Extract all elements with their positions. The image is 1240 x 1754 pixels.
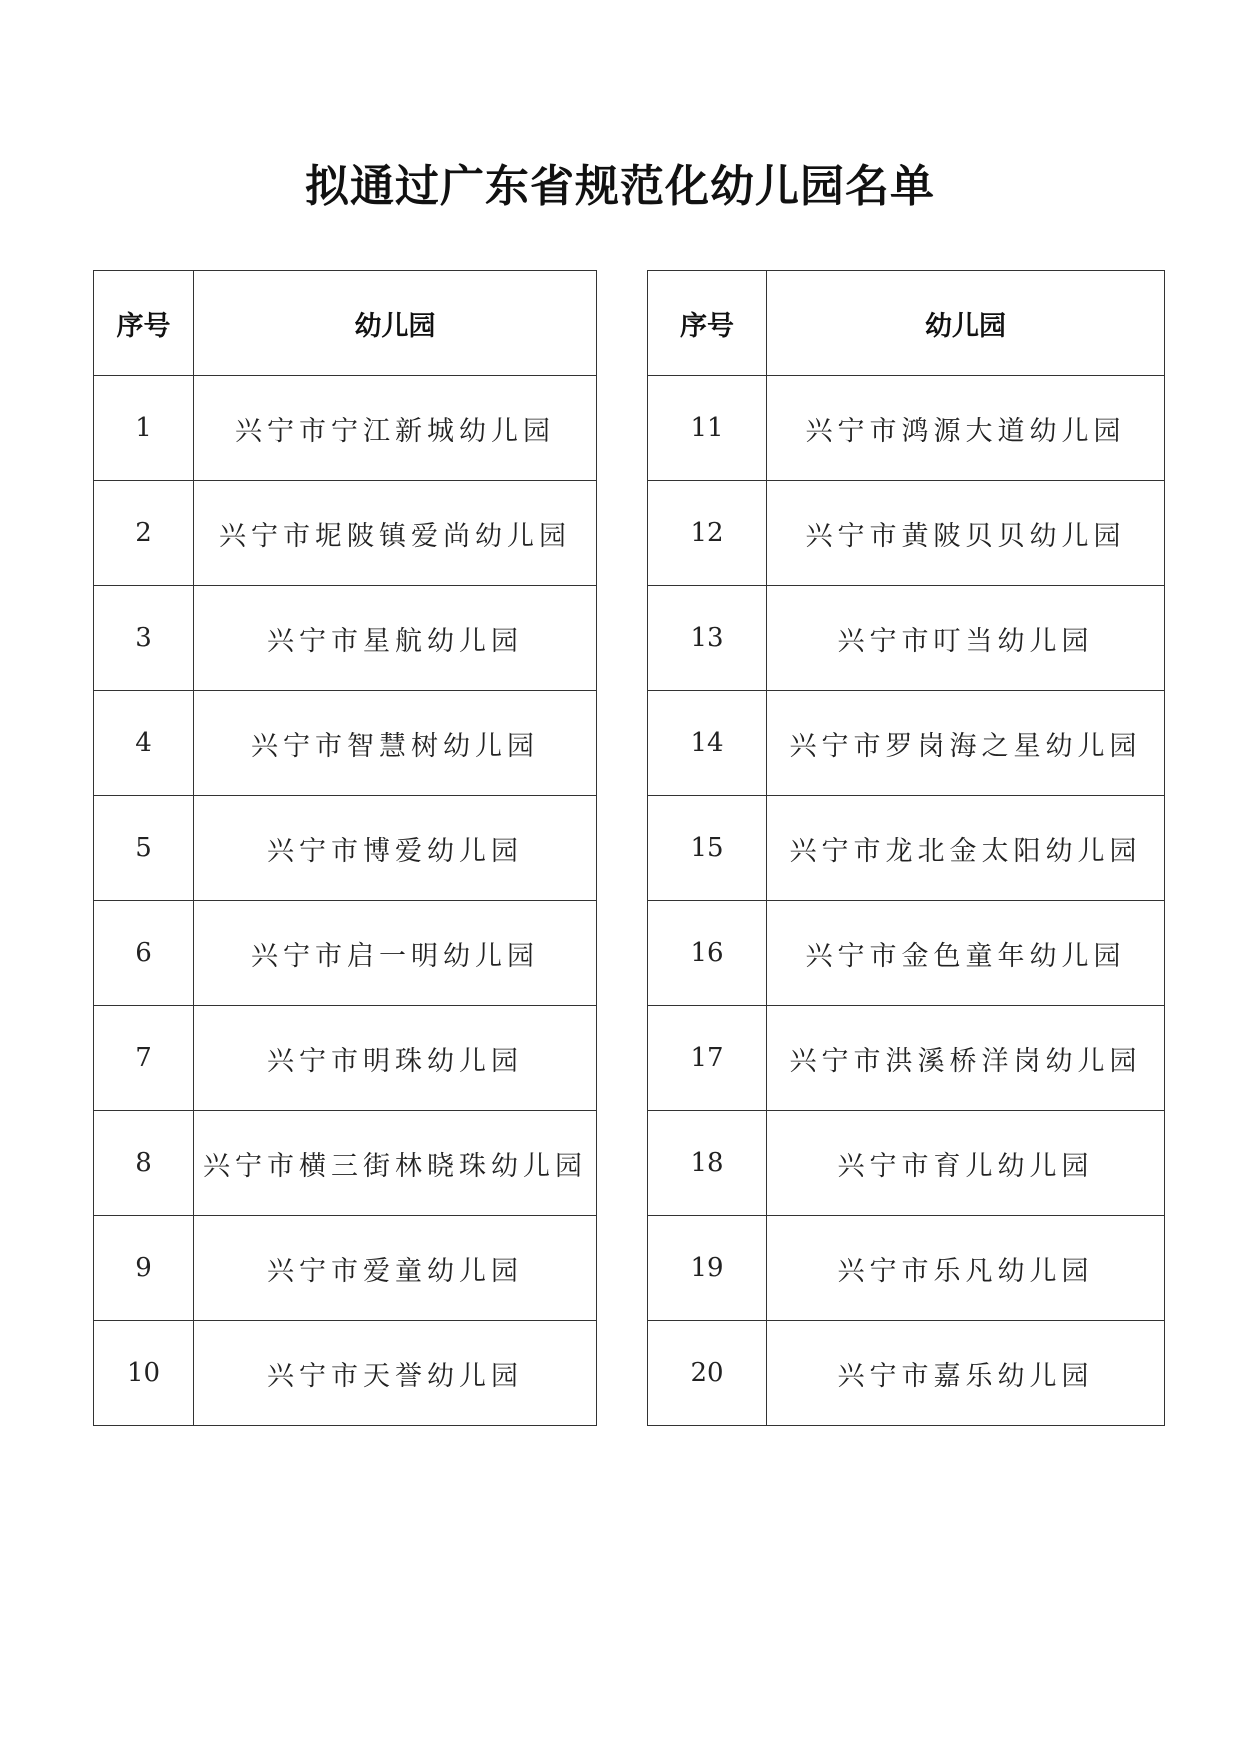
kindergarten-name: 兴宁市天誉幼儿园 xyxy=(194,1321,597,1426)
row-number: 14 xyxy=(648,691,767,796)
table-row xyxy=(648,796,1165,901)
table-row xyxy=(648,691,1165,796)
kindergarten-name: 兴宁市爱童幼儿园 xyxy=(194,1216,597,1321)
row-number: 1 xyxy=(94,376,194,481)
column-header-kindergarten: 幼儿园 xyxy=(767,271,1165,376)
table-row xyxy=(648,1216,1165,1321)
row-number: 20 xyxy=(648,1321,767,1426)
row-number: 10 xyxy=(94,1321,194,1426)
kindergarten-name: 兴宁市明珠幼儿园 xyxy=(194,1006,597,1111)
table-row xyxy=(94,901,597,1006)
row-number: 2 xyxy=(94,481,194,586)
table-row xyxy=(94,481,597,586)
table-row xyxy=(648,586,1165,691)
kindergarten-name: 兴宁市鸿源大道幼儿园 xyxy=(767,376,1165,481)
page-title: 拟通过广东省规范化幼儿园名单 xyxy=(305,161,935,212)
table-row xyxy=(648,1111,1165,1216)
kindergarten-name: 兴宁市智慧树幼儿园 xyxy=(194,691,597,796)
column-header-number: 序号 xyxy=(94,271,194,376)
row-number: 11 xyxy=(648,376,767,481)
kindergarten-name: 兴宁市龙北金太阳幼儿园 xyxy=(767,796,1165,901)
row-number: 15 xyxy=(648,796,767,901)
table-row xyxy=(94,1321,597,1426)
row-number: 5 xyxy=(94,796,194,901)
kindergarten-name: 兴宁市育儿幼儿园 xyxy=(767,1111,1165,1216)
row-number: 19 xyxy=(648,1216,767,1321)
kindergarten-name: 兴宁市乐凡幼儿园 xyxy=(767,1216,1165,1321)
table-row xyxy=(648,1321,1165,1426)
table-row xyxy=(94,586,597,691)
table-header-row xyxy=(648,271,1165,376)
table-row xyxy=(648,1006,1165,1111)
kindergarten-name: 兴宁市横三街林晓珠幼儿园 xyxy=(194,1111,597,1216)
kindergarten-name: 兴宁市坭陂镇爱尚幼儿园 xyxy=(194,481,597,586)
table-row xyxy=(94,796,597,901)
row-number: 17 xyxy=(648,1006,767,1111)
kindergarten-table-left xyxy=(93,270,597,1426)
kindergarten-name: 兴宁市星航幼儿园 xyxy=(194,586,597,691)
table-row xyxy=(648,376,1165,481)
row-number: 16 xyxy=(648,901,767,1006)
kindergarten-name: 兴宁市金色童年幼儿园 xyxy=(767,901,1165,1006)
kindergarten-name: 兴宁市宁江新城幼儿园 xyxy=(194,376,597,481)
kindergarten-name: 兴宁市嘉乐幼儿园 xyxy=(767,1321,1165,1426)
kindergarten-name: 兴宁市叮当幼儿园 xyxy=(767,586,1165,691)
row-number: 8 xyxy=(94,1111,194,1216)
row-number: 7 xyxy=(94,1006,194,1111)
table-row xyxy=(94,691,597,796)
column-header-kindergarten: 幼儿园 xyxy=(194,271,597,376)
column-header-number: 序号 xyxy=(648,271,767,376)
table-row xyxy=(648,481,1165,586)
kindergarten-name: 兴宁市博爱幼儿园 xyxy=(194,796,597,901)
table-row xyxy=(94,1006,597,1111)
table-row xyxy=(648,901,1165,1006)
table-header-row xyxy=(94,271,597,376)
row-number: 3 xyxy=(94,586,194,691)
kindergarten-name: 兴宁市洪溪桥洋岗幼儿园 xyxy=(767,1006,1165,1111)
row-number: 4 xyxy=(94,691,194,796)
table-row xyxy=(94,1111,597,1216)
row-number: 13 xyxy=(648,586,767,691)
row-number: 9 xyxy=(94,1216,194,1321)
table-row xyxy=(94,376,597,481)
table-row xyxy=(94,1216,597,1321)
kindergarten-name: 兴宁市启一明幼儿园 xyxy=(194,901,597,1006)
kindergarten-table-right xyxy=(647,270,1165,1426)
row-number: 12 xyxy=(648,481,767,586)
row-number: 18 xyxy=(648,1111,767,1216)
kindergarten-name: 兴宁市罗岗海之星幼儿园 xyxy=(767,691,1165,796)
row-number: 6 xyxy=(94,901,194,1006)
kindergarten-name: 兴宁市黄陂贝贝幼儿园 xyxy=(767,481,1165,586)
